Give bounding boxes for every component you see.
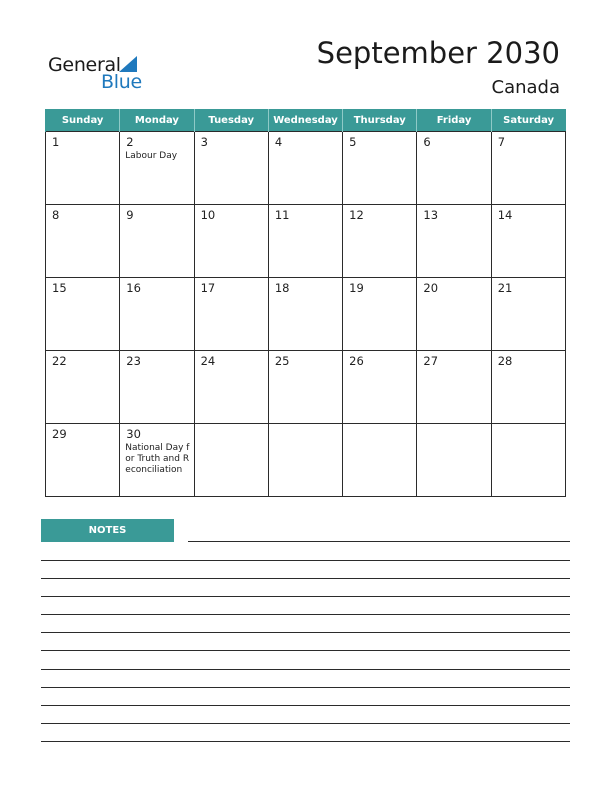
notes-line <box>41 650 570 651</box>
day-number: 29 <box>52 427 67 441</box>
week-row <box>46 351 566 424</box>
day-cell <box>417 205 491 278</box>
weekday-header-row <box>46 109 566 132</box>
day-cell <box>491 278 565 351</box>
day-cell <box>46 351 120 424</box>
week-row <box>46 424 566 497</box>
week-row <box>46 132 566 205</box>
day-cell <box>46 132 120 205</box>
day-number: 18 <box>274 281 290 295</box>
day-number: 22 <box>52 354 67 368</box>
day-cell <box>46 205 120 278</box>
day-number: 14 <box>497 208 513 222</box>
day-cell <box>268 132 342 205</box>
calendar-title: September 2030 <box>316 36 560 70</box>
day-number: 19 <box>349 281 364 295</box>
weekday-header: Saturday <box>491 109 565 132</box>
country-name: Canada <box>491 77 560 98</box>
day-number: 3 <box>200 135 208 149</box>
week-row <box>46 205 566 278</box>
day-number: 26 <box>349 354 364 368</box>
day-cell <box>268 351 342 424</box>
day-cell <box>491 351 565 424</box>
holiday-label: Labour Day <box>125 151 178 161</box>
day-number: 9 <box>126 208 134 222</box>
weekday-header: Tuesday <box>194 109 268 132</box>
notes-line <box>41 632 570 633</box>
day-cell <box>194 205 268 278</box>
day-cell <box>343 424 417 497</box>
day-number: 12 <box>349 208 364 222</box>
day-cell <box>120 132 194 205</box>
day-cell <box>491 205 565 278</box>
calendar-grid <box>45 109 566 497</box>
day-cell <box>343 205 417 278</box>
day-cell <box>194 351 268 424</box>
day-cell <box>268 205 342 278</box>
generalblue-logo <box>48 52 158 92</box>
weekday-header: Sunday <box>46 109 120 132</box>
notes-line <box>41 596 570 597</box>
day-number: 1 <box>52 135 60 149</box>
notes-line <box>41 669 570 670</box>
day-number: 13 <box>423 208 439 222</box>
day-cell <box>417 278 491 351</box>
day-number: 16 <box>126 281 141 295</box>
day-cell <box>120 351 194 424</box>
day-number: 6 <box>423 135 431 149</box>
day-cell <box>120 205 194 278</box>
day-number: 7 <box>497 135 506 149</box>
notes-line <box>41 705 570 706</box>
day-number: 5 <box>349 135 357 149</box>
day-cell <box>268 278 342 351</box>
day-cell <box>417 132 491 205</box>
day-cell <box>46 424 120 497</box>
day-number: 25 <box>274 354 290 368</box>
day-number: 8 <box>52 208 60 222</box>
logo-text-general: General <box>48 54 121 76</box>
day-cell <box>491 132 565 205</box>
day-cell <box>120 278 194 351</box>
day-cell <box>343 351 417 424</box>
day-number: 24 <box>200 354 216 368</box>
weekday-header: Friday <box>417 109 491 132</box>
weekday-header: Monday <box>120 109 194 132</box>
day-cell <box>194 424 268 497</box>
day-cell <box>46 278 120 351</box>
notes-line <box>41 614 570 615</box>
day-number: 15 <box>52 281 67 295</box>
day-cell <box>417 424 491 497</box>
day-cell <box>194 278 268 351</box>
day-cell <box>194 132 268 205</box>
notes-line <box>188 541 570 542</box>
notes-header: NOTES <box>41 519 174 542</box>
day-number: 4 <box>274 135 283 149</box>
notes-line <box>41 723 570 724</box>
day-number: 20 <box>423 281 439 295</box>
day-cell <box>491 424 565 497</box>
weekday-header: Thursday <box>343 109 417 132</box>
day-cell <box>417 351 491 424</box>
day-cell <box>120 424 194 497</box>
day-number: 21 <box>497 281 513 295</box>
day-number: 17 <box>200 281 216 295</box>
holiday-label: National Day for Truth and Reconciliation <box>125 443 190 475</box>
day-number: 2 <box>126 135 134 149</box>
week-row <box>46 278 566 351</box>
day-number: 30 <box>126 427 141 441</box>
logo-text-blue: Blue <box>101 71 142 93</box>
day-number: 28 <box>497 354 513 368</box>
day-cell <box>343 278 417 351</box>
notes-line <box>41 578 570 579</box>
day-cell <box>343 132 417 205</box>
day-cell <box>268 424 342 497</box>
weekday-header: Wednesday <box>268 109 342 132</box>
notes-line <box>41 741 570 742</box>
day-number: 11 <box>274 208 290 222</box>
notes-line <box>41 560 570 561</box>
day-number: 10 <box>200 208 216 222</box>
day-number: 27 <box>423 354 439 368</box>
notes-line <box>41 687 570 688</box>
day-number: 23 <box>126 354 141 368</box>
